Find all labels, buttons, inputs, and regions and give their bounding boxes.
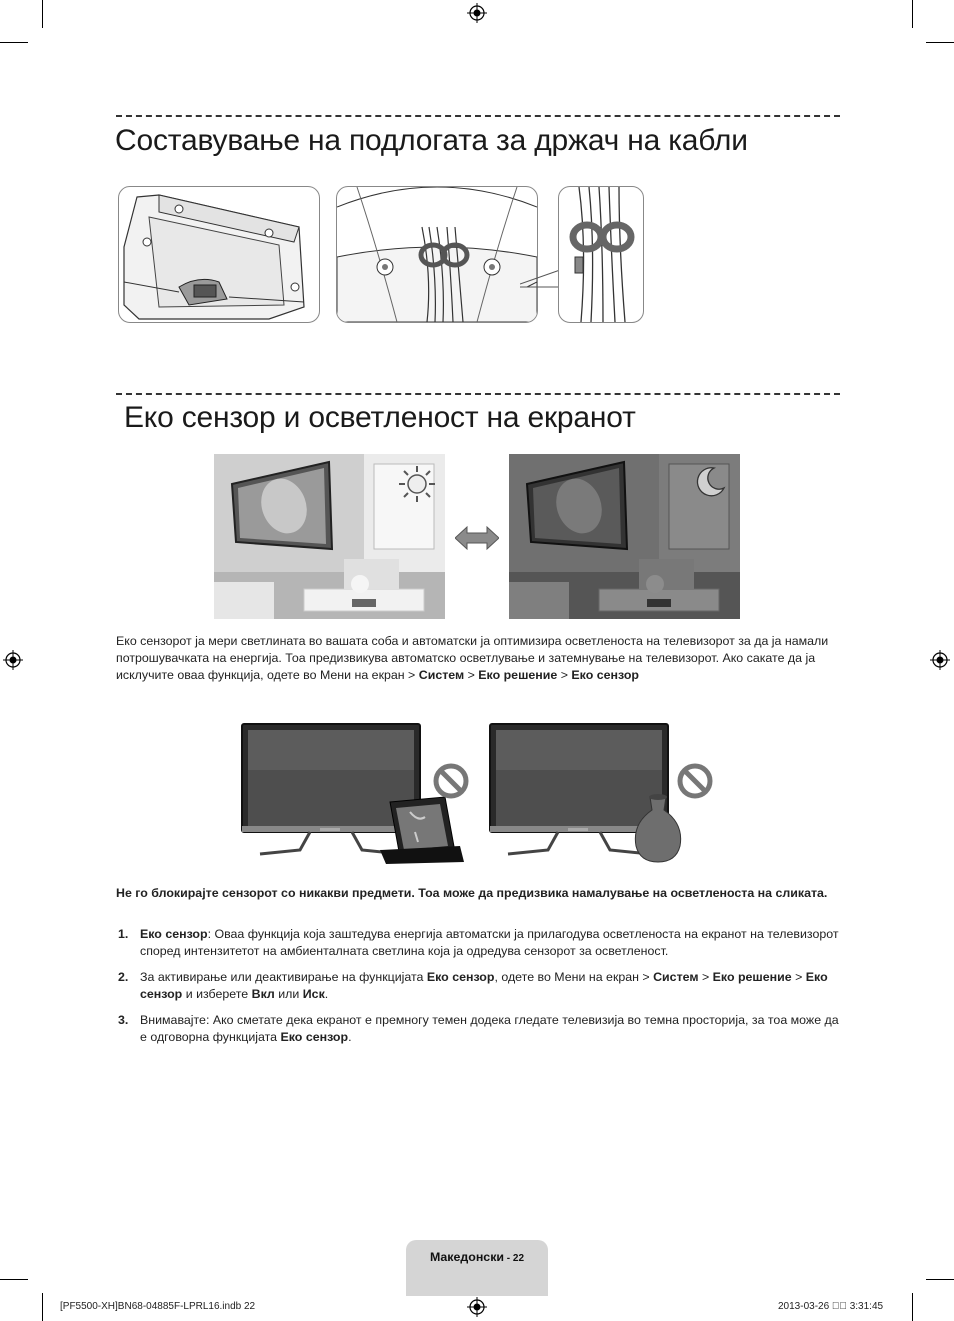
registration-mark-icon — [467, 3, 487, 23]
illustration-stand-base — [118, 186, 320, 323]
registration-mark-icon — [467, 1297, 487, 1317]
numbered-list — [116, 926, 844, 1055]
photo-bright-room — [214, 454, 445, 619]
warning-text: Не го блокирајте сензорот со никакви предмети. Тоа може да предизвика намалување на осветленоста на сликата. — [116, 886, 828, 900]
crop-mark — [42, 0, 43, 28]
crop-mark — [926, 42, 954, 43]
registration-mark-icon — [930, 650, 950, 670]
crop-mark — [0, 1279, 28, 1280]
illustration-cable-clips — [336, 186, 538, 323]
registration-mark-icon — [3, 650, 23, 670]
sun-icon — [397, 464, 437, 504]
illustration-tv-blocked-by-frame — [240, 722, 470, 864]
prohibition-icon — [676, 762, 714, 800]
crop-mark — [912, 0, 913, 28]
illustration-tv-blocked-by-vase — [488, 722, 718, 864]
prohibition-icon — [432, 762, 470, 800]
list-item: 2. За активирање или деактивирање на функцијата Еко сензор, одете во Мени на екран > Систем > Еко решение > Еко сензор и изберете Вкл или Иск. — [118, 970, 828, 1001]
footer-datetime: 2013-03-26 ￿￿ 3:31:45 — [778, 1301, 884, 1312]
footer-language-page: Македонски - 22 — [429, 1250, 525, 1264]
crop-mark — [42, 1293, 43, 1321]
illustration-clip-closeup — [558, 186, 644, 323]
crop-mark — [912, 1293, 913, 1321]
footer-file-info: [PF5500-XH]BN68-04885F-LPRL16.indb 22 — [60, 1301, 256, 1312]
crop-mark — [0, 42, 28, 43]
section-title-eco-sensor: Еко сензор и осветленост на екранот — [124, 401, 636, 434]
list-item: 1. Еко сензор: Оваа функција која заштедува енергија автоматски ја прилагодува осветленоста на екранот на телевизорот според интензитетот на амбиенталната светлина која ја одредува сензорот за осветленост. — [118, 927, 839, 958]
page-footer-tab — [406, 1240, 548, 1296]
intro-paragraph: Еко сензорот ја мери светлината во вашата соба и автоматски ја оптимизира осветленоста на телевизорот за да ја намали потрошувачката на енергија. Тоа предизвикува автоматско осветлување и затемнување на телевизорот. Ако сакате да ја исклучите оваа функција, одете во Мени на екран > Систем > Еко решение > Еко сензор — [116, 634, 829, 682]
menu-path-eco-solution: Еко решение — [478, 668, 558, 682]
crop-mark — [926, 1279, 954, 1280]
moon-icon — [692, 464, 728, 500]
section-title-cable-holder: Составување на подлогата за држач на кабли — [115, 124, 748, 157]
section-divider — [116, 115, 840, 117]
double-arrow-icon — [455, 525, 499, 551]
section-divider — [116, 393, 840, 395]
menu-path-eco-sensor: Еко сензор — [571, 668, 639, 682]
photo-dark-room — [509, 454, 740, 619]
menu-path-system: Систем — [418, 668, 465, 682]
list-item: 3. Внимавајте: Ако сметате дека екранот е премногу темен додека гледате телевизија во темна просторија, за тоа може да е одговорна функцијата Еко сензор. — [118, 1013, 839, 1044]
